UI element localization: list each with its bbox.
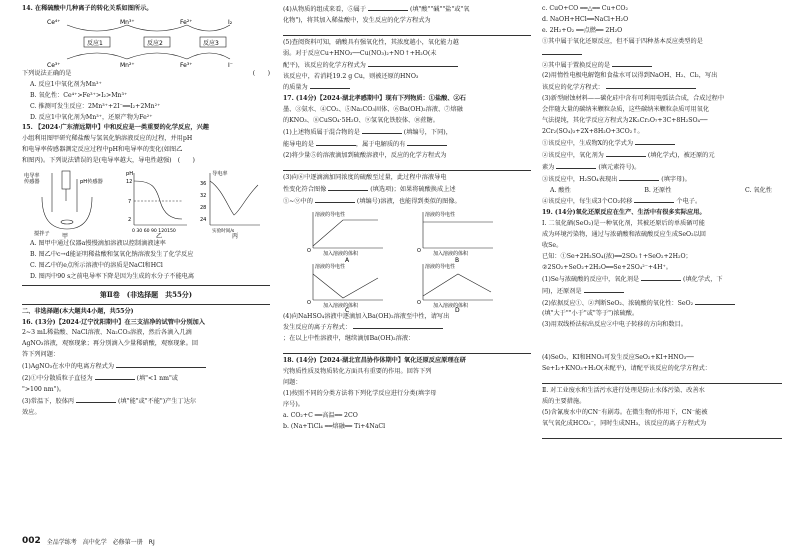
cond-tick-36: 36 bbox=[200, 181, 207, 188]
q16-line-2: 2~3 mL稀盐酸、NaCl溶液、Na₂CO₃溶液，然后各滴入几滴 bbox=[22, 329, 192, 337]
q16-line-4: 答下列问题： bbox=[22, 351, 60, 359]
q17-sub-3-cont: 性变化符合图像 (填选项)；如果将硫酸换成上述 bbox=[283, 185, 456, 193]
answer-line[interactable] bbox=[542, 375, 782, 384]
q18-eq-e: e. 2H₂+O₂ ══点燃══ 2H₂O bbox=[542, 26, 623, 34]
q16-sub-5-cont3: 该反应中，若消耗19.2 g Cu，则被还原的HNO₃ bbox=[283, 72, 419, 80]
q19-sub-2-cont: (填"大于""小于"或"等于")浓硫酸。 bbox=[542, 310, 639, 318]
q18-line-1: 18. (14分)【2024·湖北宜昌协作体期中】氧化还原反应原理在研 bbox=[283, 357, 466, 365]
footer-text: 全品学练考 高中化学 必修第一册 RJ bbox=[46, 538, 155, 546]
q14-option-c: C. 推测可发生反应：2Mn³⁺+2I⁻══I₂+2Mn²⁺ bbox=[30, 102, 161, 110]
q18-sub-3: (3)新型耐蚀材料——碳化硅中含有可利用电弧法合成，合成过程中 bbox=[542, 95, 725, 103]
q18-sub-3-cont3: 2Cr₂(SO₄)₃+2X+8H₂O+3CO₂↑。 bbox=[542, 127, 644, 135]
graph-c-origin: O bbox=[307, 299, 311, 306]
answer-line[interactable] bbox=[283, 27, 531, 36]
middle-column bbox=[283, 4, 531, 433]
q18-sub-3-q3-options bbox=[542, 186, 782, 197]
q16-sub-4-cont: 化物")，将其加入稀盐酸中，发生反应的化学方程式为 bbox=[283, 16, 431, 24]
q18-sub-1-q2: ②其中属于置换反应的是 bbox=[542, 60, 782, 72]
answer-blank[interactable] bbox=[542, 48, 582, 55]
answer-blank[interactable] bbox=[315, 196, 355, 203]
conductivity-sensor-label-2: 传感器 bbox=[24, 179, 40, 186]
q14-title: 14. 在稀硫酸中几种离子的转化关系如图所示。 bbox=[22, 5, 153, 12]
answer-space[interactable] bbox=[542, 331, 782, 353]
answer-blank[interactable] bbox=[695, 298, 735, 305]
q16-sub-5: (5)查阅资料可知，硝酸具有强氧化性，其浓度越小，氧化能力越 bbox=[283, 38, 459, 46]
q17-line-2: 墨、③氨水、④CO₂、⑤Na₂CO₃固体、⑥Ba(OH)₂溶液、⑦熔融 bbox=[283, 106, 463, 114]
q19-line-1: 19. (14分)氧化还原反应在生产、生活中有很多实际应用。 bbox=[542, 209, 706, 217]
answer-blank[interactable] bbox=[634, 196, 674, 203]
q15-option-a: A. 图甲中通过仪器a慢慢滴加溶液以控制滴液速率 bbox=[30, 240, 166, 248]
graph-a-tag: A bbox=[345, 256, 350, 264]
q18-sub-3-q2: ②该反应中，氧化剂为 (填化学式)，被还原的元 bbox=[542, 151, 715, 159]
answer-blank[interactable] bbox=[619, 174, 659, 181]
q15-line-3: 和电导率传感器测定反应过程中pH和电导率的变化(如图乙 bbox=[22, 146, 183, 154]
answer-blank[interactable] bbox=[368, 60, 458, 67]
option-b[interactable]: B. 还原性 bbox=[644, 186, 672, 194]
q16-sub-5-cont2: 配平)，该反应的化学方程式为 bbox=[283, 60, 531, 72]
conductivity-graph-grid bbox=[283, 208, 523, 312]
q19-sub-5: (5)含氰废水中的CN⁻有剧毒。在微生物的作用下，CN⁻能被 bbox=[542, 408, 708, 416]
part-2-heading: 第Ⅱ卷 (非选择题 共55分) bbox=[99, 289, 193, 299]
ion-ce3: Ce³⁺ bbox=[47, 61, 61, 69]
q19-sub-4: (4)SeO₂、KI和HNO₃可发生反应SeO₂+KI+HNO₃── bbox=[542, 354, 694, 362]
q18-sub-3-q1: ①该反应中，生成物X的化学式为 bbox=[542, 138, 782, 150]
left-column bbox=[22, 4, 270, 419]
graph-d-origin: O bbox=[417, 299, 421, 306]
graph-a-origin: O bbox=[307, 247, 311, 254]
q18-sub-1-q1: ①其中属于氧化还原反应，但不属于四种基本反应类型的是 bbox=[542, 37, 703, 45]
graph-d-tag: D bbox=[455, 306, 460, 312]
ph-tick-12: 12 bbox=[126, 179, 133, 186]
graph-b-origin: O bbox=[417, 247, 421, 254]
page-footer bbox=[22, 536, 155, 546]
q18-eq-a: a. CO₂+C ══高温══ 2CO bbox=[283, 411, 358, 419]
q14-stem: 下列说法正确的是 ( ) bbox=[22, 69, 270, 77]
graph-a-xlabel: 加入溶液的体积 bbox=[323, 250, 359, 257]
graph-a-ylabel: 溶液的导电性 bbox=[315, 211, 346, 218]
divider bbox=[22, 285, 270, 286]
answer-blank[interactable] bbox=[362, 127, 402, 134]
graph-d-xlabel: 加入溶液的体积 bbox=[433, 302, 469, 309]
q18-eq-d: d. NaOH+HCl══NaCl+H₂O bbox=[542, 15, 629, 23]
q17-sub-3: (3)向⑥中逐滴滴加同浓度的硫酸至过量，此过程中溶液导电 bbox=[283, 173, 447, 181]
q18-eq-c: c. CuO+CO ══△══ Cu+CO₂ bbox=[542, 5, 628, 12]
q18-sub-3-q2-cont: 素为 (填元素符号)。 bbox=[542, 163, 641, 171]
answer-blank[interactable] bbox=[641, 274, 681, 281]
ion-ce4: Ce⁴⁺ bbox=[47, 18, 61, 26]
answer-line[interactable] bbox=[283, 345, 531, 354]
q14-option-a: A. 反应1中氧化剂为Mn³⁺ bbox=[30, 80, 102, 88]
q19-sub-1-cont: 同)，还原剂是 bbox=[542, 286, 782, 298]
page-number: 002 bbox=[22, 536, 41, 546]
right-column bbox=[542, 4, 782, 441]
q19-part-2-cont: 质的主要措施。 bbox=[542, 398, 586, 405]
q17-sub-4: (4)向NaHSO₄溶液中逐滴加入Ba(OH)₂溶液至中性，请写出 bbox=[283, 312, 450, 320]
q16-sub-3-cont: 效应。 bbox=[22, 408, 41, 416]
q19-line-3: 成为环境污染物，通过与浓硝酸和浓硫酸反应生成SeO₂以回 bbox=[542, 231, 706, 239]
answer-blank[interactable] bbox=[612, 60, 652, 67]
q17-sub-1: (1)上述物质属于混合物的是 (填编号，下同)， bbox=[283, 129, 452, 137]
graph-c-xlabel: 加入溶液的体积 bbox=[323, 302, 359, 309]
q17-sub-3-cont2: ①~⑨中的 (填编号)溶液，也能得到类似的图像。 bbox=[283, 197, 461, 205]
option-a[interactable]: A. 酸性 bbox=[550, 186, 571, 194]
graph-b-ylabel: 溶液的导电性 bbox=[425, 211, 456, 218]
figure-bing-label: 丙 bbox=[232, 233, 239, 240]
q16-line-3: AgNO₃溶液，观察现象；再分别滴入少量稀硝酸，观察现象。回 bbox=[22, 340, 199, 348]
q15-line-2: 小组利用图甲研究稀盐酸与氢氧化钠溶液反应的过程，并用pH bbox=[22, 135, 193, 143]
redox-cycle-figure bbox=[22, 15, 270, 69]
q17-sub-1-cont: 能导电的是 ，属于电解质的有 bbox=[283, 139, 531, 151]
q17-sub-4-cont: 发生反应的离子方程式： bbox=[283, 322, 531, 334]
figure-jia-label: 甲 bbox=[62, 233, 69, 240]
q15-option-d: D. 图丙中90 s之前电导率下降是因为生成的水分子不能电离 bbox=[30, 272, 195, 280]
divider bbox=[22, 304, 270, 305]
q18-line-2: 究物质性质及物质转化方面具有重要的作用。回答下列 bbox=[283, 368, 432, 376]
q14-option-b: B. 氧化性：Ce⁴⁺>Fe³⁺>I₂>Mn³⁺ bbox=[30, 91, 128, 99]
q17-line-1: 17. (14分)【2024·湖北孝感期中】现有下列物质：①盐酸、②石 bbox=[283, 95, 466, 103]
cond-x-ticks: 实验时间/s bbox=[212, 229, 235, 235]
ph-x-ticks: 0 30 60 90 120150 bbox=[132, 229, 176, 235]
graph-b-tag: B bbox=[455, 256, 460, 264]
titration-figures bbox=[22, 167, 262, 239]
q18-sub-1: (1)按照不同的分类方法将下列化学反应进行分类(填字母 bbox=[283, 389, 437, 397]
ph-tick-2: 2 bbox=[128, 217, 132, 224]
ion-mn3: Mn³⁺ bbox=[120, 18, 135, 26]
q19-sub-3: (3)用双线桥法标出反应②中电子转移的方向和数目。 bbox=[542, 321, 687, 329]
q16-sub-1: (1)AgNO₃在水中的电离方程式为 bbox=[22, 361, 270, 373]
q16-sub-4: (4)从物质的组成来看，⑤属于 (填"酸""碱""盐"或"氧 bbox=[283, 6, 470, 13]
cond-tick-28: 28 bbox=[200, 205, 207, 212]
q18-sub-3-cont: 会伴随大量的碳纳米颗粒杂质，这些碳纳米颗粒杂质可用氧化 bbox=[542, 106, 710, 114]
graph-b-xlabel: 加入溶液的体积 bbox=[433, 250, 469, 257]
answer-blank[interactable] bbox=[328, 184, 368, 191]
ion-mn2: Mn²⁺ bbox=[120, 61, 135, 69]
q19-sub-5-cont: 氧气氧化成HCO₃⁻，同时生成NH₃，该反应的离子方程式为 bbox=[542, 419, 707, 427]
q19-line-4: 收Se。 bbox=[542, 242, 563, 250]
graph-c-ylabel: 溶液的导电性 bbox=[315, 263, 346, 270]
q16-sub-3: (3)常温下，胶体丙 (填"能"或"不能")产生丁达尔 bbox=[22, 397, 197, 405]
q18-eq-b: b. (Na+TiCl₄ ══熔融══ Ti+4NaCl bbox=[283, 422, 386, 430]
answer-blank[interactable] bbox=[606, 150, 646, 157]
q18-sub-1-q1-blank bbox=[542, 48, 782, 60]
q16-sub-5-cont4: 的质量为 bbox=[283, 82, 531, 94]
q19-sub-1: (1)Se与浓硫酸的反应中，氧化剂是 (填化学式，下 bbox=[542, 275, 723, 283]
answer-blank[interactable] bbox=[95, 373, 135, 380]
answer-line[interactable] bbox=[542, 430, 782, 439]
reaction-2-label: 反应2 bbox=[147, 39, 163, 47]
answer-blank[interactable] bbox=[635, 138, 675, 145]
answer-blank[interactable] bbox=[316, 139, 356, 146]
figure-yi-label: 乙 bbox=[156, 233, 163, 240]
q16-sub-2-cont: ">100 nm")。 bbox=[22, 385, 66, 393]
q15-figures bbox=[22, 167, 270, 239]
answer-blank[interactable] bbox=[353, 322, 443, 329]
section-2-heading: 二、非选择题(本大题共4小题，共55分) bbox=[22, 307, 134, 315]
q19-part-2: Ⅱ. 对工业废水和生活污水进行处理是防止水体污染、改善水 bbox=[542, 387, 705, 395]
q14-option-d: D. 反应1中氧化剂为Mn³⁺，还原产物为Fe²⁺ bbox=[30, 113, 153, 121]
ion-i2: I₂ bbox=[228, 18, 233, 26]
ion-i-minus: I⁻ bbox=[228, 61, 233, 69]
q18-sub-3-cont2: 气法提纯，其化学反应方程式为2K₂Cr₂O₇+3C+8H₂SO₄── bbox=[542, 117, 708, 125]
graph-c-tag: C bbox=[345, 306, 350, 312]
answer-blank[interactable] bbox=[310, 82, 350, 89]
stirrer-label: 搅拌子 bbox=[34, 231, 50, 238]
conductivity-graphs bbox=[283, 208, 531, 312]
q16-line-1: 16. (13分)【2024·辽宁沈阳期中】在三支洁净的试管中分别加入 bbox=[22, 318, 205, 326]
q15-line-4: 和图丙)。下列说法错误的是(电导率越大，导电性越强) ( ) bbox=[22, 157, 195, 165]
ph-tick-7: 7 bbox=[128, 199, 132, 206]
q19-sub-4-cont: Se+I₂+KNO₃+H₂O(未配平)，请配平该反应的化学方程式： bbox=[542, 365, 711, 373]
q18-sub-3-q4: ④该反应中，每生成3个CO₂转移 个电子。 bbox=[542, 198, 702, 206]
answer-blank[interactable] bbox=[556, 162, 596, 169]
answer-blank[interactable] bbox=[584, 286, 624, 293]
cond-tick-24: 24 bbox=[200, 217, 207, 224]
ion-fe3: Fe³⁺ bbox=[180, 61, 193, 69]
answer-blank[interactable] bbox=[368, 4, 408, 11]
q18-sub-1-cont: 序号)。 bbox=[283, 400, 304, 408]
reaction-1-label: 反应1 bbox=[87, 39, 103, 47]
option-c[interactable]: C. 氧化性 bbox=[744, 186, 772, 194]
q15-line-1: 15. 【2024·广东清远期中】中和反应是一类重要的化学反应，兴趣 bbox=[22, 124, 209, 132]
answer-blank[interactable] bbox=[407, 139, 447, 146]
q19-sub-2: (2)依据反应①、②判断SeO₂、浓硫酸的氧化性：SeO₂ bbox=[542, 298, 782, 310]
q19-known-1: 已知：①Se+2H₂SO₄(浓)══2SO₂↑+SeO₂+2H₂O； bbox=[542, 252, 692, 260]
q17-sub-4-cont2: ；在以上中性溶液中，继续滴加Ba(OH)₂溶液： bbox=[283, 335, 415, 343]
q15-option-c: C. 图乙中的e点所示溶液中的溶质是NaCl和HCl bbox=[30, 261, 163, 269]
q18-sub-2-cont: 该反应的化学方程式： bbox=[542, 82, 782, 94]
q19-known-2: ②2SO₂+SeO₂+2H₂O══Se+2SO₄²⁻+4H⁺。 bbox=[542, 263, 672, 271]
q18-sub-3-q3: ③该反应中，H₂SO₄表现出 (填字母)。 bbox=[542, 175, 691, 183]
ion-fe2: Fe²⁺ bbox=[180, 18, 193, 26]
answer-blank[interactable] bbox=[76, 396, 116, 403]
q18-line-3: 问题： bbox=[283, 379, 302, 387]
reaction-3-label: 反应3 bbox=[203, 39, 219, 47]
q19-line-2: Ⅰ. 二氧化硒(SeO₂)是一种氧化剂，其被还原后的单质硒可能 bbox=[542, 220, 705, 228]
conductivity-axis-label: 导电率 bbox=[212, 171, 228, 178]
cond-tick-32: 32 bbox=[200, 193, 207, 200]
conductivity-sensor-label: 电导率 bbox=[24, 173, 40, 180]
q17-sub-2: (2)将少量⑤的溶液滴加到硫酸溶液中，反应的化学方程式为 bbox=[283, 151, 447, 159]
q17-line-3: 的KNO₃、⑧CuSO₄·5H₂O、⑨氢氧化铁胶体、⑩蔗糖。 bbox=[283, 117, 439, 125]
answer-line[interactable] bbox=[283, 162, 531, 171]
ph-sensor-label: pH传感器 bbox=[80, 179, 103, 186]
answer-blank[interactable] bbox=[116, 361, 206, 368]
q15-option-b: B. 图乙中c→d能证明稀盐酸和氢氧化钠溶液发生了化学反应 bbox=[30, 250, 194, 258]
redox-cycle-diagram bbox=[22, 15, 252, 69]
graph-d-ylabel: 溶液的导电性 bbox=[425, 263, 456, 270]
answer-blank[interactable] bbox=[606, 82, 696, 89]
q16-sub-2: (2)①中分散质粒子直径为 (填"<1 nm"或 bbox=[22, 375, 178, 383]
ph-axis-label: pH bbox=[126, 171, 134, 178]
q18-sub-2: (2)用惰性电极电解饱和食盐水可以得到NaOH、H₂、Cl₂，写出 bbox=[542, 72, 718, 80]
q16-sub-5-cont: 弱。对于反应Cu+HNO₃──Cu(NO₃)₂+NO↑+H₂O(未 bbox=[283, 49, 437, 57]
